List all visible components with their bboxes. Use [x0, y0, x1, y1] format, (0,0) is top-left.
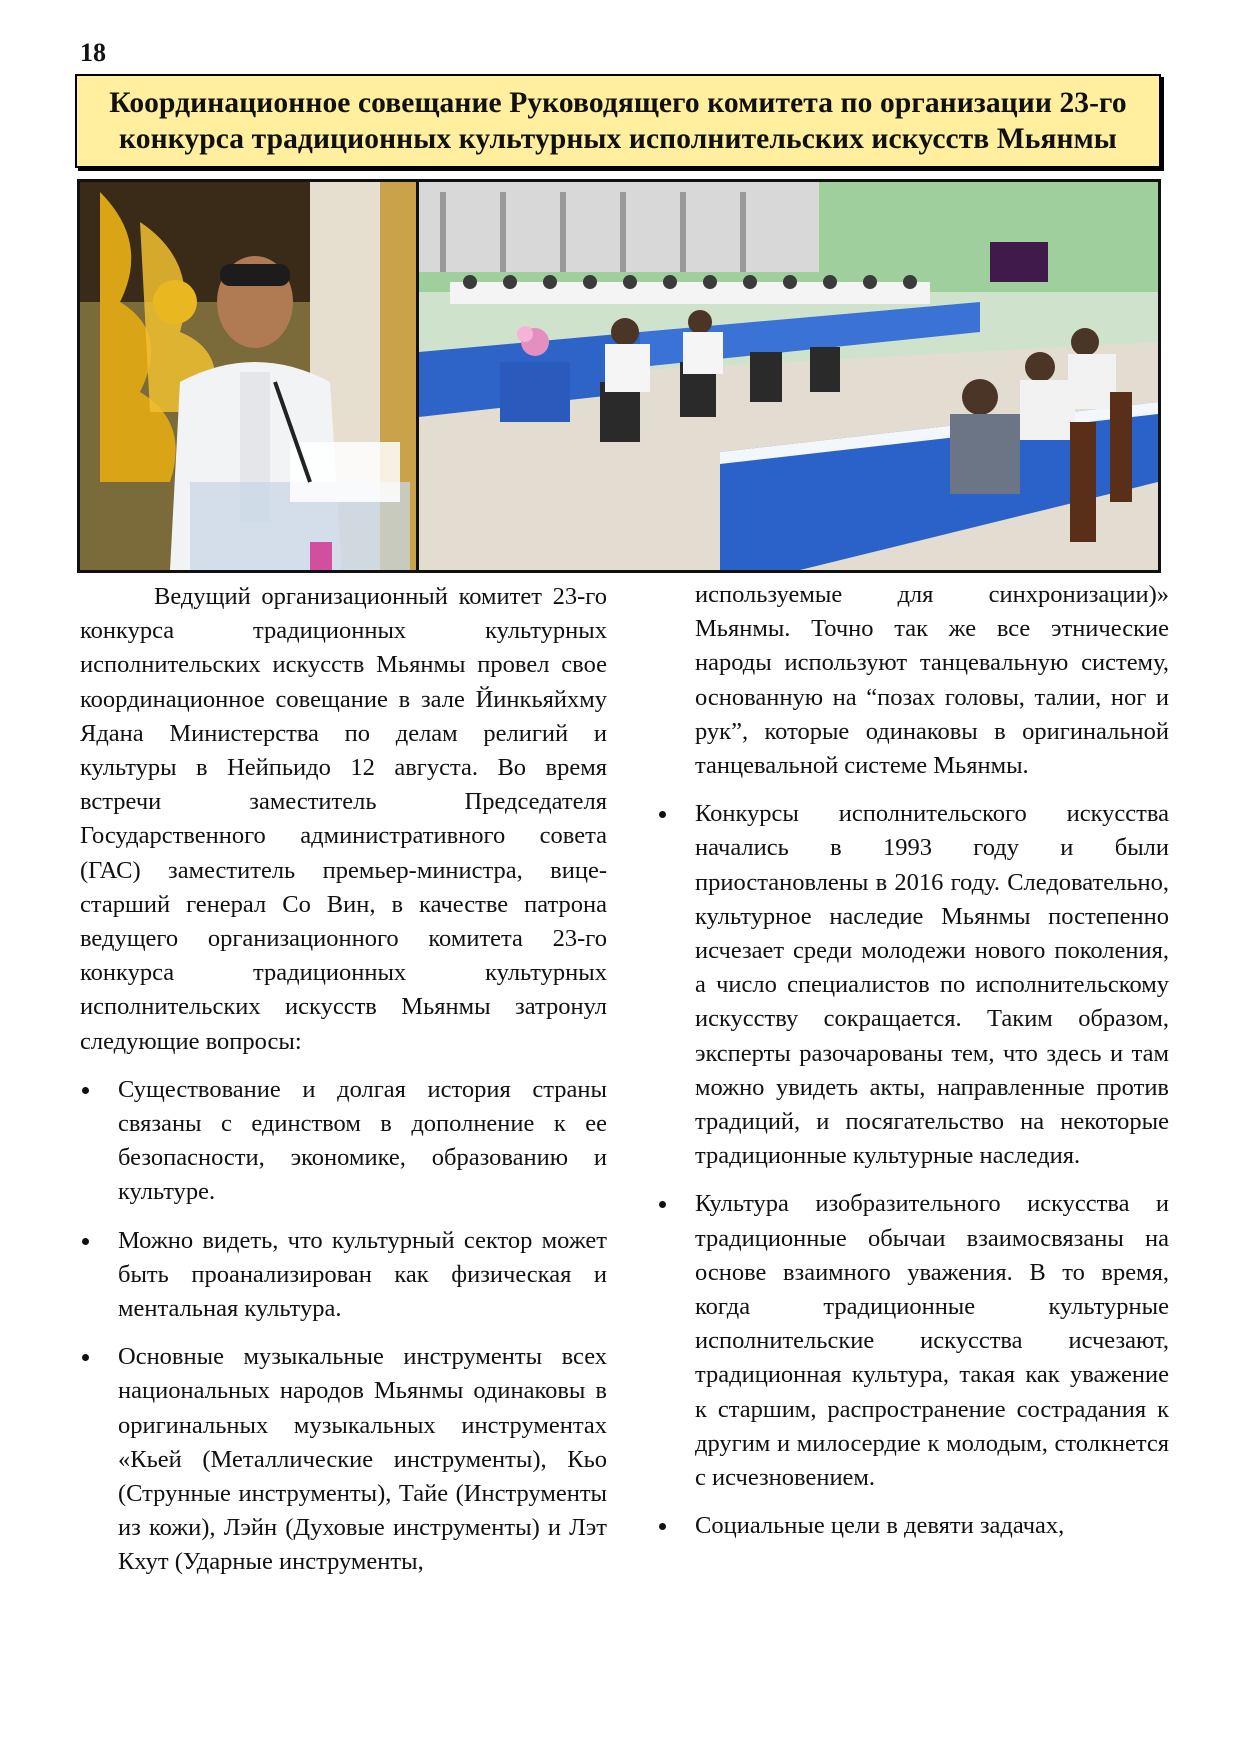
- list-item: Можно видеть, что культурный сектор может быть проанализирован как физическая и ментальная культура.: [80, 1224, 607, 1327]
- list-item: Существование и долгая история страны связаны с единством в дополнение к ее безопасности, экономике, образованию и культуре.: [80, 1073, 607, 1210]
- list-item: Конкурсы исполнительского искусства начались в 1993 году и были приостановлены в 2016 году. Следовательно, культурное наследие Мьянмы постепенно исчезает среди молодежи нового поколения, а число специалистов по исполнительскому искусству сокращается. Таким образом, эксперты разочарованы тем, что здесь и там можно увидеть акты, направленные против традиций, и посягательство на некоторые традиционные культурные наследия.: [657, 797, 1169, 1173]
- left-bullet-list: [80, 1073, 607, 1580]
- conference-hall-photo: [419, 182, 1158, 570]
- title-banner: [75, 74, 1161, 168]
- meeting-photo: [80, 182, 1158, 570]
- right-bullet-list: [657, 797, 1169, 1543]
- right-column: [657, 578, 1169, 1543]
- page-number: 18: [80, 38, 106, 67]
- page-title: Координационное совещание Руководящего комитета по организации 23-го конкурса традиционных культурных исполнительских искусств Мьянмы: [109, 87, 1127, 155]
- list-item: Основные музыкальные инструменты всех национальных народов Мьянмы одинаковы в оригинальных музыкальных инструментах «Кьей (Металлические инструменты), Кьо (Струнные инструменты), Тайе (Инструменты из кожи), Лэйн (Духовые инструменты) и Лэт Кхут (Ударные инструменты,: [80, 1340, 607, 1579]
- intro-paragraph: Ведущий организационный комитет 23-го конкурса традиционных культурных исполнительских искусств Мьянмы провел свое координационное совещание в зале Йинкьяйхму Ядана Министерства по делам религий и культуры в Нейпьидо 12 августа. Во время встречи заместитель Председателя Государственного административного совета (ГАС) заместитель премьер-министра, вице-старший генерал Со Вин, в качестве патрона ведущего организационного комитета 23-го конкурса традиционных культурных исполнительских искусств Мьянмы затронул следующие вопросы:: [80, 583, 607, 1055]
- photo-collage: [77, 179, 1161, 573]
- list-item: Культура изобразительного искусства и традиционные обычаи взаимосвязаны на основе взаимного уважения. В то время, когда традиционные культурные исполнительские искусства исчезают, традиционная культура, такая как уважение к старшим, распространение сострадания к другим и милосердие к молодым, столкнется с исчезновением.: [657, 1187, 1169, 1495]
- continuation-paragraph: используемые для синхронизации)» Мьянмы. Точно так же все этнические народы используют танцевальную систему, основанную на “позах головы, талии, ног и рук”, которые одинаковы в оригинальной танцевальной системе Мьянмы.: [695, 581, 1169, 780]
- list-item: Социальные цели в девяти задачах,: [657, 1509, 1169, 1543]
- left-column: [80, 580, 607, 1580]
- speaker-photo: [80, 182, 416, 570]
